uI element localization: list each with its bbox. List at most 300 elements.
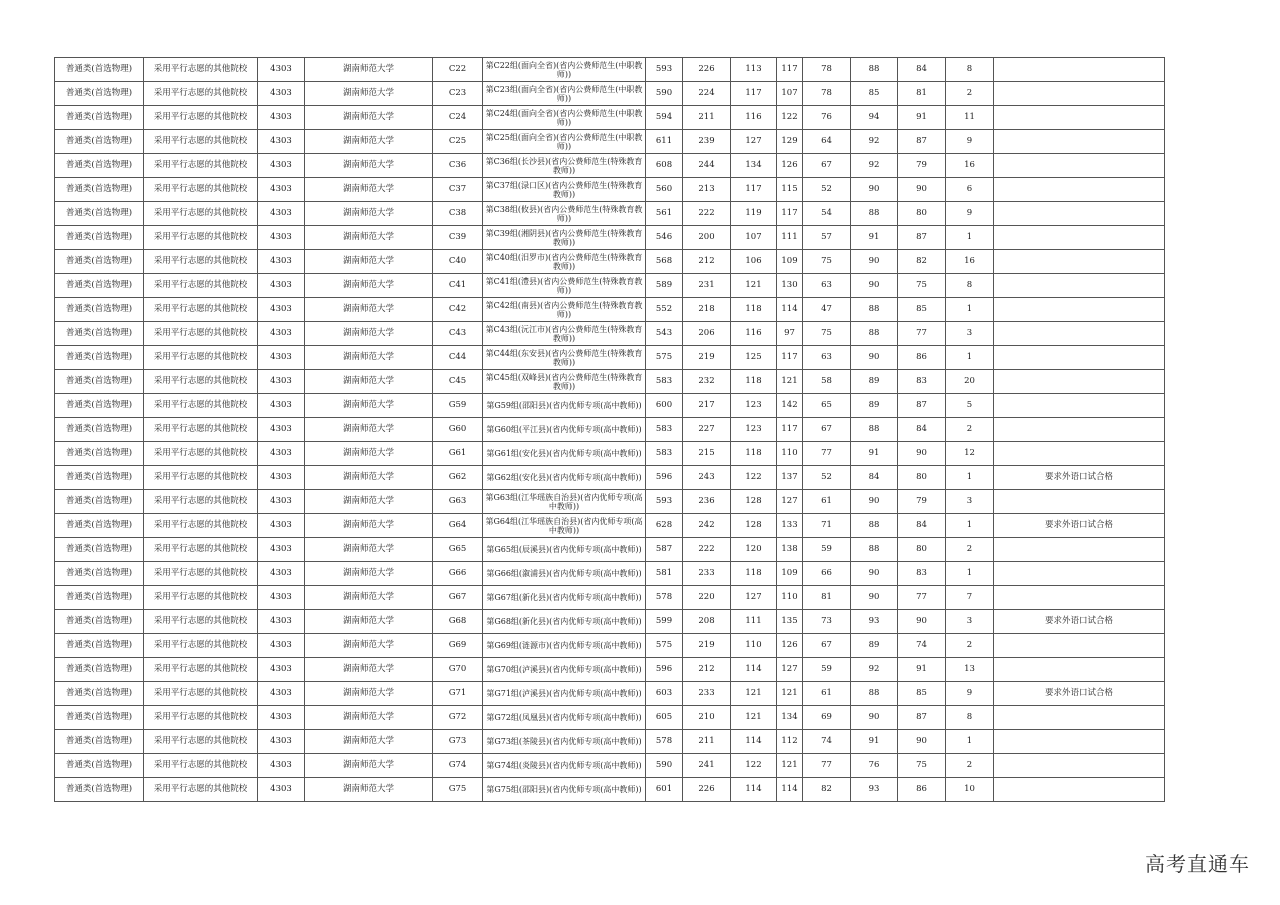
school-name-cell: 湖南师范大学 xyxy=(305,610,433,634)
score-4-cell: 112 xyxy=(777,730,803,754)
batch-cell: 采用平行志愿的其他院校 xyxy=(144,778,258,802)
school-code-cell: 4303 xyxy=(258,394,305,418)
score-6-cell: 88 xyxy=(851,418,898,442)
school-name-cell: 湖南师范大学 xyxy=(305,634,433,658)
count-cell: 13 xyxy=(946,658,994,682)
count-cell: 1 xyxy=(946,346,994,370)
school-name-cell: 湖南师范大学 xyxy=(305,418,433,442)
score-6-cell: 84 xyxy=(851,466,898,490)
count-cell: 7 xyxy=(946,586,994,610)
score-6-cell: 90 xyxy=(851,562,898,586)
count-cell: 12 xyxy=(946,442,994,466)
school-code-cell: 4303 xyxy=(258,202,305,226)
total-score-cell: 575 xyxy=(646,634,683,658)
group-code-cell: C36 xyxy=(433,154,483,178)
score-3-cell: 121 xyxy=(731,682,777,706)
category-cell: 普通类(首选物理) xyxy=(55,658,144,682)
total-score-cell: 605 xyxy=(646,706,683,730)
school-code-cell: 4303 xyxy=(258,322,305,346)
group-code-cell: C45 xyxy=(433,370,483,394)
score-4-cell: 129 xyxy=(777,130,803,154)
score-4-cell: 110 xyxy=(777,442,803,466)
count-cell: 16 xyxy=(946,250,994,274)
category-cell: 普通类(首选物理) xyxy=(55,538,144,562)
score-7-cell: 75 xyxy=(898,274,946,298)
category-cell: 普通类(首选物理) xyxy=(55,346,144,370)
remark-cell: 要求外语口试合格 xyxy=(994,682,1165,706)
score-3-cell: 122 xyxy=(731,466,777,490)
score-3-cell: 107 xyxy=(731,226,777,250)
remark-cell xyxy=(994,178,1165,202)
batch-cell: 采用平行志愿的其他院校 xyxy=(144,130,258,154)
remark-cell xyxy=(994,418,1165,442)
group-code-cell: C22 xyxy=(433,58,483,82)
remark-cell xyxy=(994,154,1165,178)
score-4-cell: 111 xyxy=(777,226,803,250)
score-5-cell: 64 xyxy=(803,130,851,154)
count-cell: 1 xyxy=(946,562,994,586)
score-4-cell: 109 xyxy=(777,562,803,586)
score-7-cell: 85 xyxy=(898,682,946,706)
category-cell: 普通类(首选物理) xyxy=(55,490,144,514)
group-code-cell: G64 xyxy=(433,514,483,538)
remark-cell xyxy=(994,730,1165,754)
group-name-cell: 第C22组(面向全省)(省内公费师范生(中职教师)) xyxy=(483,58,646,82)
school-code-cell: 4303 xyxy=(258,778,305,802)
count-cell: 2 xyxy=(946,538,994,562)
score-3-cell: 120 xyxy=(731,538,777,562)
group-name-cell: 第G74组(炎陵县)(省内优师专项(高中教师)) xyxy=(483,754,646,778)
score-2-cell: 242 xyxy=(683,514,731,538)
count-cell: 1 xyxy=(946,298,994,322)
score-4-cell: 109 xyxy=(777,250,803,274)
group-code-cell: C24 xyxy=(433,106,483,130)
table-row xyxy=(55,610,1165,634)
group-name-cell: 第G71组(泸溪县)(省内优师专项(高中教师)) xyxy=(483,682,646,706)
score-3-cell: 122 xyxy=(731,754,777,778)
remark-cell: 要求外语口试合格 xyxy=(994,610,1165,634)
count-cell: 16 xyxy=(946,154,994,178)
score-3-cell: 111 xyxy=(731,610,777,634)
score-7-cell: 82 xyxy=(898,250,946,274)
table-row xyxy=(55,58,1165,82)
score-4-cell: 114 xyxy=(777,298,803,322)
total-score-cell: 578 xyxy=(646,586,683,610)
group-name-cell: 第G63组(江华瑶族自治县)(省内优师专项(高中教师)) xyxy=(483,490,646,514)
group-name-cell: 第G61组(安化县)(省内优师专项(高中教师)) xyxy=(483,442,646,466)
school-code-cell: 4303 xyxy=(258,658,305,682)
group-code-cell: G71 xyxy=(433,682,483,706)
total-score-cell: 561 xyxy=(646,202,683,226)
score-2-cell: 211 xyxy=(683,730,731,754)
group-name-cell: 第G66组(溆浦县)(省内优师专项(高中教师)) xyxy=(483,562,646,586)
score-7-cell: 85 xyxy=(898,298,946,322)
total-score-cell: 603 xyxy=(646,682,683,706)
score-5-cell: 75 xyxy=(803,322,851,346)
category-cell: 普通类(首选物理) xyxy=(55,778,144,802)
group-name-cell: 第C43组(沅江市)(省内公费师范生(特殊教育教师)) xyxy=(483,322,646,346)
school-name-cell: 湖南师范大学 xyxy=(305,82,433,106)
count-cell: 11 xyxy=(946,106,994,130)
score-6-cell: 91 xyxy=(851,226,898,250)
batch-cell: 采用平行志愿的其他院校 xyxy=(144,466,258,490)
group-name-cell: 第G67组(新化县)(省内优师专项(高中教师)) xyxy=(483,586,646,610)
category-cell: 普通类(首选物理) xyxy=(55,178,144,202)
school-code-cell: 4303 xyxy=(258,154,305,178)
school-code-cell: 4303 xyxy=(258,226,305,250)
total-score-cell: 543 xyxy=(646,322,683,346)
table-row xyxy=(55,274,1165,298)
count-cell: 9 xyxy=(946,130,994,154)
score-7-cell: 80 xyxy=(898,466,946,490)
school-name-cell: 湖南师范大学 xyxy=(305,754,433,778)
school-name-cell: 湖南师范大学 xyxy=(305,514,433,538)
school-name-cell: 湖南师范大学 xyxy=(305,346,433,370)
score-4-cell: 117 xyxy=(777,202,803,226)
score-7-cell: 84 xyxy=(898,58,946,82)
category-cell: 普通类(首选物理) xyxy=(55,706,144,730)
batch-cell: 采用平行志愿的其他院校 xyxy=(144,370,258,394)
school-name-cell: 湖南师范大学 xyxy=(305,562,433,586)
group-name-cell: 第C42组(南县)(省内公费师范生(特殊教育教师)) xyxy=(483,298,646,322)
school-name-cell: 湖南师范大学 xyxy=(305,178,433,202)
remark-cell xyxy=(994,442,1165,466)
score-4-cell: 121 xyxy=(777,682,803,706)
batch-cell: 采用平行志愿的其他院校 xyxy=(144,202,258,226)
school-name-cell: 湖南师范大学 xyxy=(305,682,433,706)
total-score-cell: 552 xyxy=(646,298,683,322)
score-3-cell: 116 xyxy=(731,322,777,346)
score-7-cell: 87 xyxy=(898,394,946,418)
remark-cell xyxy=(994,754,1165,778)
category-cell: 普通类(首选物理) xyxy=(55,274,144,298)
score-2-cell: 226 xyxy=(683,778,731,802)
remark-cell xyxy=(994,346,1165,370)
table-row xyxy=(55,298,1165,322)
group-name-cell: 第C25组(面向全省)(省内公费师范生(中职教师)) xyxy=(483,130,646,154)
count-cell: 2 xyxy=(946,418,994,442)
score-5-cell: 61 xyxy=(803,490,851,514)
score-3-cell: 116 xyxy=(731,106,777,130)
batch-cell: 采用平行志愿的其他院校 xyxy=(144,514,258,538)
group-code-cell: G67 xyxy=(433,586,483,610)
remark-cell xyxy=(994,322,1165,346)
category-cell: 普通类(首选物理) xyxy=(55,298,144,322)
score-5-cell: 59 xyxy=(803,658,851,682)
count-cell: 2 xyxy=(946,634,994,658)
school-code-cell: 4303 xyxy=(258,418,305,442)
score-2-cell: 218 xyxy=(683,298,731,322)
score-6-cell: 88 xyxy=(851,322,898,346)
score-7-cell: 75 xyxy=(898,754,946,778)
score-7-cell: 87 xyxy=(898,226,946,250)
table-row xyxy=(55,226,1165,250)
group-code-cell: C37 xyxy=(433,178,483,202)
group-name-cell: 第C40组(汨罗市)(省内公费师范生(特殊教育教师)) xyxy=(483,250,646,274)
total-score-cell: 599 xyxy=(646,610,683,634)
score-7-cell: 77 xyxy=(898,586,946,610)
remark-cell xyxy=(994,562,1165,586)
school-name-cell: 湖南师范大学 xyxy=(305,274,433,298)
count-cell: 1 xyxy=(946,514,994,538)
score-3-cell: 125 xyxy=(731,346,777,370)
batch-cell: 采用平行志愿的其他院校 xyxy=(144,610,258,634)
group-name-cell: 第C41组(澧县)(省内公费师范生(特殊教育教师)) xyxy=(483,274,646,298)
group-name-cell: 第G60组(平江县)(省内优师专项(高中教师)) xyxy=(483,418,646,442)
score-4-cell: 107 xyxy=(777,82,803,106)
school-code-cell: 4303 xyxy=(258,634,305,658)
table-row xyxy=(55,586,1165,610)
count-cell: 8 xyxy=(946,274,994,298)
category-cell: 普通类(首选物理) xyxy=(55,514,144,538)
category-cell: 普通类(首选物理) xyxy=(55,586,144,610)
batch-cell: 采用平行志愿的其他院校 xyxy=(144,82,258,106)
school-code-cell: 4303 xyxy=(258,682,305,706)
table-row xyxy=(55,442,1165,466)
score-4-cell: 117 xyxy=(777,418,803,442)
score-2-cell: 222 xyxy=(683,538,731,562)
school-code-cell: 4303 xyxy=(258,298,305,322)
total-score-cell: 589 xyxy=(646,274,683,298)
remark-cell xyxy=(994,634,1165,658)
category-cell: 普通类(首选物理) xyxy=(55,202,144,226)
score-3-cell: 113 xyxy=(731,58,777,82)
remark-cell xyxy=(994,490,1165,514)
count-cell: 1 xyxy=(946,466,994,490)
score-2-cell: 226 xyxy=(683,58,731,82)
score-5-cell: 54 xyxy=(803,202,851,226)
total-score-cell: 601 xyxy=(646,778,683,802)
total-score-cell: 578 xyxy=(646,730,683,754)
school-code-cell: 4303 xyxy=(258,82,305,106)
school-code-cell: 4303 xyxy=(258,514,305,538)
admission-score-table xyxy=(54,57,1165,802)
score-7-cell: 91 xyxy=(898,106,946,130)
score-2-cell: 233 xyxy=(683,682,731,706)
count-cell: 3 xyxy=(946,610,994,634)
score-4-cell: 110 xyxy=(777,586,803,610)
school-code-cell: 4303 xyxy=(258,490,305,514)
category-cell: 普通类(首选物理) xyxy=(55,106,144,130)
remark-cell xyxy=(994,202,1165,226)
score-3-cell: 118 xyxy=(731,442,777,466)
score-3-cell: 114 xyxy=(731,658,777,682)
score-6-cell: 92 xyxy=(851,658,898,682)
group-name-cell: 第G64组(江华瑶族自治县)(省内优师专项(高中教师)) xyxy=(483,514,646,538)
count-cell: 8 xyxy=(946,58,994,82)
score-2-cell: 217 xyxy=(683,394,731,418)
school-name-cell: 湖南师范大学 xyxy=(305,130,433,154)
score-6-cell: 89 xyxy=(851,394,898,418)
score-7-cell: 90 xyxy=(898,442,946,466)
school-code-cell: 4303 xyxy=(258,730,305,754)
score-7-cell: 80 xyxy=(898,538,946,562)
score-3-cell: 134 xyxy=(731,154,777,178)
remark-cell xyxy=(994,226,1165,250)
score-7-cell: 90 xyxy=(898,610,946,634)
category-cell: 普通类(首选物理) xyxy=(55,370,144,394)
score-2-cell: 211 xyxy=(683,106,731,130)
group-name-cell: 第G68组(新化县)(省内优师专项(高中教师)) xyxy=(483,610,646,634)
school-name-cell: 湖南师范大学 xyxy=(305,538,433,562)
group-code-cell: G65 xyxy=(433,538,483,562)
category-cell: 普通类(首选物理) xyxy=(55,730,144,754)
group-name-cell: 第G75组(邵阳县)(省内优师专项(高中教师)) xyxy=(483,778,646,802)
table-row xyxy=(55,250,1165,274)
score-2-cell: 208 xyxy=(683,610,731,634)
school-name-cell: 湖南师范大学 xyxy=(305,706,433,730)
score-6-cell: 88 xyxy=(851,682,898,706)
score-6-cell: 90 xyxy=(851,706,898,730)
group-name-cell: 第C44组(东安县)(省内公费师范生(特殊教育教师)) xyxy=(483,346,646,370)
total-score-cell: 594 xyxy=(646,106,683,130)
score-2-cell: 213 xyxy=(683,178,731,202)
score-4-cell: 142 xyxy=(777,394,803,418)
group-name-cell: 第G62组(安化县)(省内优师专项(高中教师)) xyxy=(483,466,646,490)
batch-cell: 采用平行志愿的其他院校 xyxy=(144,682,258,706)
total-score-cell: 596 xyxy=(646,466,683,490)
group-code-cell: C25 xyxy=(433,130,483,154)
group-name-cell: 第G65组(辰溪县)(省内优师专项(高中教师)) xyxy=(483,538,646,562)
school-name-cell: 湖南师范大学 xyxy=(305,322,433,346)
score-4-cell: 115 xyxy=(777,178,803,202)
score-4-cell: 137 xyxy=(777,466,803,490)
group-code-cell: G75 xyxy=(433,778,483,802)
score-4-cell: 130 xyxy=(777,274,803,298)
score-7-cell: 81 xyxy=(898,82,946,106)
count-cell: 3 xyxy=(946,322,994,346)
table-row xyxy=(55,778,1165,802)
score-2-cell: 215 xyxy=(683,442,731,466)
score-5-cell: 76 xyxy=(803,106,851,130)
score-2-cell: 219 xyxy=(683,634,731,658)
batch-cell: 采用平行志愿的其他院校 xyxy=(144,106,258,130)
batch-cell: 采用平行志愿的其他院校 xyxy=(144,298,258,322)
remark-cell xyxy=(994,706,1165,730)
score-5-cell: 67 xyxy=(803,634,851,658)
score-7-cell: 87 xyxy=(898,706,946,730)
table-row xyxy=(55,514,1165,538)
score-5-cell: 65 xyxy=(803,394,851,418)
school-code-cell: 4303 xyxy=(258,706,305,730)
category-cell: 普通类(首选物理) xyxy=(55,466,144,490)
score-4-cell: 117 xyxy=(777,58,803,82)
school-code-cell: 4303 xyxy=(258,250,305,274)
score-4-cell: 97 xyxy=(777,322,803,346)
count-cell: 9 xyxy=(946,202,994,226)
school-code-cell: 4303 xyxy=(258,274,305,298)
table-body xyxy=(55,58,1165,802)
school-code-cell: 4303 xyxy=(258,130,305,154)
batch-cell: 采用平行志愿的其他院校 xyxy=(144,490,258,514)
score-4-cell: 122 xyxy=(777,106,803,130)
score-6-cell: 93 xyxy=(851,610,898,634)
score-2-cell: 232 xyxy=(683,370,731,394)
score-5-cell: 75 xyxy=(803,250,851,274)
score-7-cell: 83 xyxy=(898,370,946,394)
count-cell: 2 xyxy=(946,754,994,778)
category-cell: 普通类(首选物理) xyxy=(55,610,144,634)
score-5-cell: 61 xyxy=(803,682,851,706)
score-3-cell: 119 xyxy=(731,202,777,226)
score-6-cell: 91 xyxy=(851,730,898,754)
table-row xyxy=(55,394,1165,418)
score-7-cell: 80 xyxy=(898,202,946,226)
remark-cell xyxy=(994,106,1165,130)
school-code-cell: 4303 xyxy=(258,610,305,634)
category-cell: 普通类(首选物理) xyxy=(55,58,144,82)
remark-cell xyxy=(994,778,1165,802)
remark-cell xyxy=(994,586,1165,610)
score-2-cell: 222 xyxy=(683,202,731,226)
category-cell: 普通类(首选物理) xyxy=(55,394,144,418)
group-code-cell: G74 xyxy=(433,754,483,778)
remark-cell xyxy=(994,250,1165,274)
group-code-cell: G68 xyxy=(433,610,483,634)
table-row xyxy=(55,82,1165,106)
count-cell: 1 xyxy=(946,226,994,250)
remark-cell: 要求外语口试合格 xyxy=(994,514,1165,538)
school-code-cell: 4303 xyxy=(258,538,305,562)
score-6-cell: 90 xyxy=(851,178,898,202)
batch-cell: 采用平行志愿的其他院校 xyxy=(144,634,258,658)
remark-cell xyxy=(994,394,1165,418)
score-2-cell: 239 xyxy=(683,130,731,154)
category-cell: 普通类(首选物理) xyxy=(55,250,144,274)
category-cell: 普通类(首选物理) xyxy=(55,754,144,778)
score-5-cell: 63 xyxy=(803,346,851,370)
batch-cell: 采用平行志愿的其他院校 xyxy=(144,226,258,250)
table-row xyxy=(55,634,1165,658)
site-watermark: 高考直通车 xyxy=(1145,852,1250,876)
school-name-cell: 湖南师范大学 xyxy=(305,442,433,466)
score-5-cell: 59 xyxy=(803,538,851,562)
score-5-cell: 69 xyxy=(803,706,851,730)
total-score-cell: 581 xyxy=(646,562,683,586)
count-cell: 9 xyxy=(946,682,994,706)
score-3-cell: 128 xyxy=(731,514,777,538)
score-5-cell: 78 xyxy=(803,58,851,82)
table-row xyxy=(55,154,1165,178)
school-name-cell: 湖南师范大学 xyxy=(305,778,433,802)
category-cell: 普通类(首选物理) xyxy=(55,682,144,706)
count-cell: 8 xyxy=(946,706,994,730)
table-row xyxy=(55,682,1165,706)
score-5-cell: 67 xyxy=(803,418,851,442)
remark-cell xyxy=(994,370,1165,394)
score-5-cell: 57 xyxy=(803,226,851,250)
count-cell: 1 xyxy=(946,730,994,754)
score-2-cell: 231 xyxy=(683,274,731,298)
score-7-cell: 90 xyxy=(898,730,946,754)
score-2-cell: 206 xyxy=(683,322,731,346)
school-name-cell: 湖南师范大学 xyxy=(305,730,433,754)
total-score-cell: 587 xyxy=(646,538,683,562)
remark-cell xyxy=(994,298,1165,322)
score-6-cell: 90 xyxy=(851,490,898,514)
school-code-cell: 4303 xyxy=(258,754,305,778)
score-2-cell: 236 xyxy=(683,490,731,514)
count-cell: 5 xyxy=(946,394,994,418)
batch-cell: 采用平行志愿的其他院校 xyxy=(144,274,258,298)
school-code-cell: 4303 xyxy=(258,370,305,394)
school-name-cell: 湖南师范大学 xyxy=(305,298,433,322)
table-row xyxy=(55,106,1165,130)
total-score-cell: 583 xyxy=(646,370,683,394)
remark-cell xyxy=(994,82,1165,106)
batch-cell: 采用平行志愿的其他院校 xyxy=(144,730,258,754)
school-name-cell: 湖南师范大学 xyxy=(305,466,433,490)
